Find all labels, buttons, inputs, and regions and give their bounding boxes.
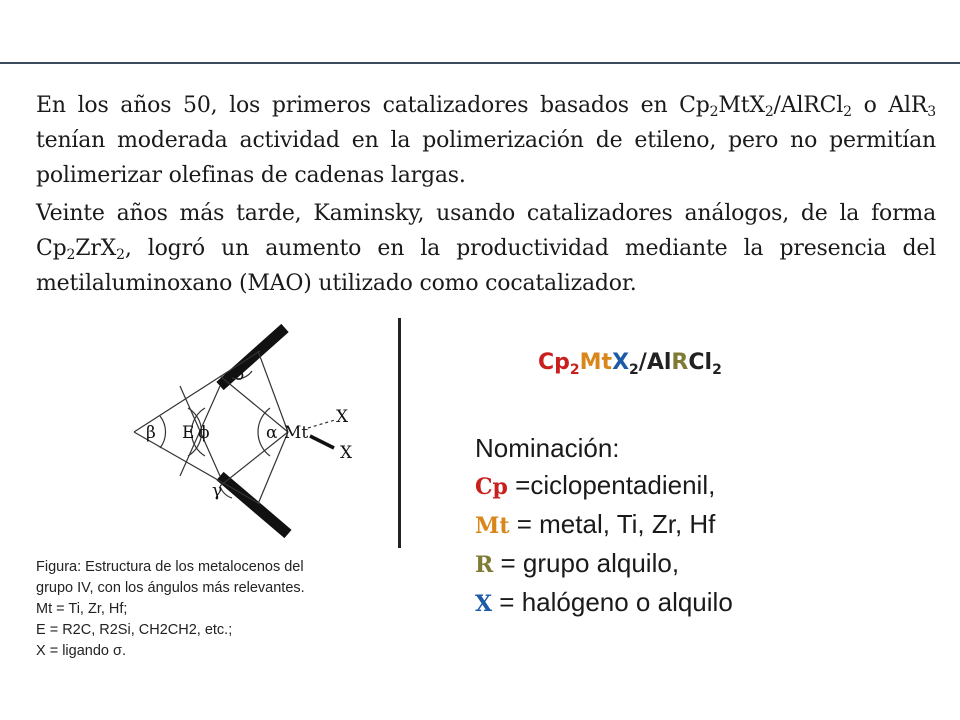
upper-ring-bar <box>220 328 285 386</box>
mt-label: Mt <box>284 423 309 443</box>
intro-paragraph-1: En los años 50, los primeros catalizadores basados en $Cp_2MtX_2/AlRCl_2$ o AlR$_3$ tenían moderada actividad en la polimerización de etileno, pero no permitían polimerizar olefinas de cadenas largas. <box>36 93 936 188</box>
x-bond-wedge <box>310 436 334 448</box>
phi-label: ϕ <box>198 423 210 443</box>
catalyst-formula: $Cp_2MtX_2/AlRCl_2$ <box>538 350 722 378</box>
x1-label: X <box>336 407 349 427</box>
nomenclature-list <box>475 430 733 623</box>
intro-paragraph-2: Veinte años más tarde, Kaminsky, usando catalizadores análogos, de la forma $Cp_2ZrX_2$, logró un aumento en la productividad mediante la presencia del metilaluminoxano (MAO) utilizado como cocatalizador. <box>36 201 936 296</box>
nomenclature-item-r: R = grupo alquilo, <box>475 548 680 578</box>
caption-line: Mt = Ti, Zr, Hf; <box>36 601 128 617</box>
caption-line: E = R2C, R2Si, CH2CH2, etc.; <box>36 622 233 638</box>
nomenclature-item-x: X = halógeno o alquilo <box>475 587 733 617</box>
nomenclature-title: Nominación: <box>475 433 620 463</box>
e-label: E <box>182 423 195 443</box>
caption-line: X = ligando σ. <box>36 643 126 659</box>
caption-line: Figura: Estructura de los metalocenos del <box>36 559 304 575</box>
lower-ring-bar <box>220 476 288 534</box>
vertical-divider <box>398 318 401 548</box>
top-rule <box>0 62 960 64</box>
gamma-label: γ <box>212 481 223 501</box>
beta-label: β <box>146 423 156 443</box>
nomenclature-item-mt: Mt = metal, Ti, Zr, Hf <box>475 509 716 539</box>
figure-caption <box>36 557 386 662</box>
caption-line: grupo IV, con los ángulos más relevantes. <box>36 580 305 596</box>
nomenclature-item-cp: Cp =ciclopentadienil, <box>475 470 716 500</box>
x2-label: X <box>340 443 353 463</box>
alpha-label: α <box>266 423 278 443</box>
metallocene-diagram <box>120 316 380 556</box>
delta-label: δ <box>234 365 245 385</box>
